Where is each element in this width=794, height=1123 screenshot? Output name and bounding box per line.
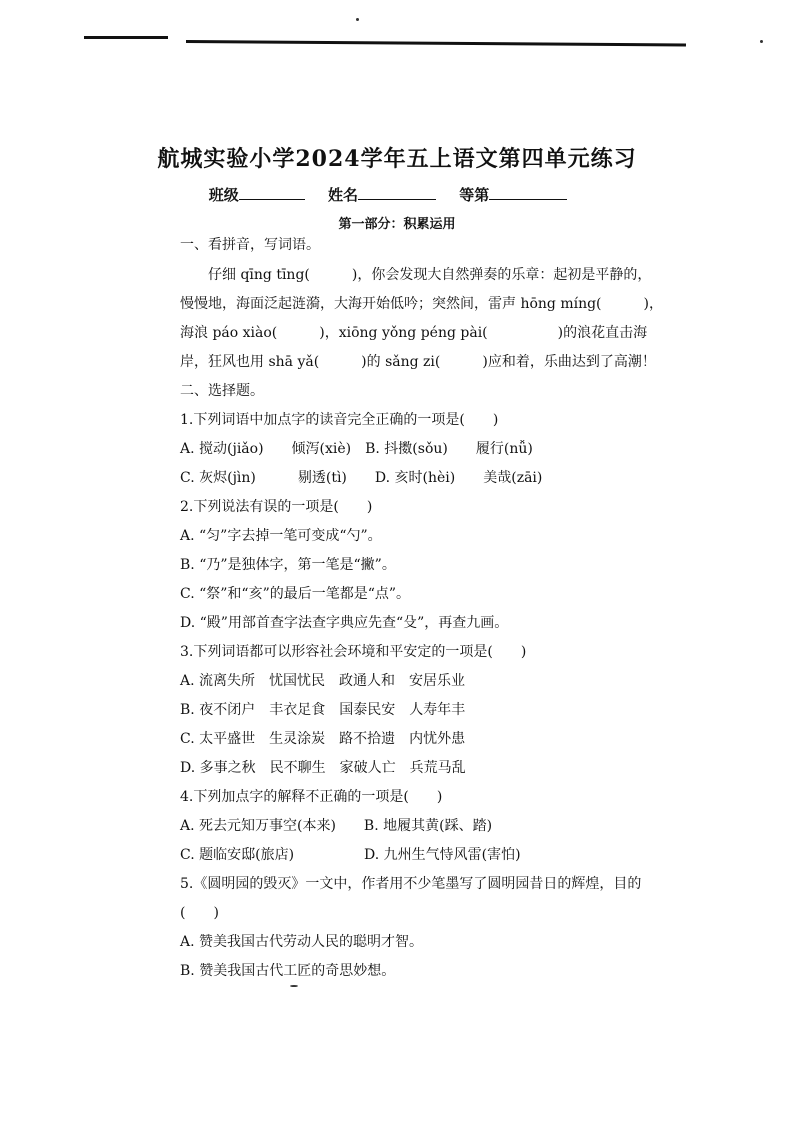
class-field[interactable] bbox=[239, 185, 305, 200]
part-title: 第一部分：积累运用 bbox=[338, 217, 456, 232]
question-stem: 2.下列说法有误的一项是( ) bbox=[180, 499, 373, 515]
question-option: B. 赞美我国古代工匠的奇思妙想。 bbox=[180, 963, 396, 979]
scan-speck bbox=[760, 40, 763, 43]
question-options: C. 灰烬(jìn) 剔透(tì) D. 亥时(hèi) 美哉(zāi) bbox=[180, 470, 543, 486]
answer-paren: ( ) bbox=[180, 905, 219, 921]
pinyin-line: 海浪 páo xiào( )，xiōng yǒng péng pài( )的浪花直击海 bbox=[180, 325, 648, 341]
page-title: 航城实验小学2024学年五上语文第四单元练习 bbox=[157, 146, 637, 172]
student-info-row bbox=[0, 184, 794, 205]
question-option: A. “匀”字去掉一笔可变成“勺”。 bbox=[180, 528, 382, 544]
question-options: A. 死去元知万事空(本来) B. 地履其黄(踩、踏) bbox=[180, 818, 493, 834]
scan-speck bbox=[290, 985, 298, 987]
question-option: C. “祭”和“亥”的最后一笔都是“点”。 bbox=[180, 586, 411, 602]
question-stem: 3.下列词语都可以形容社会环境和平安定的一项是( ) bbox=[180, 644, 527, 660]
question-option: B. “乃”是独体字，第一笔是“撇”。 bbox=[180, 557, 396, 573]
scan-top-line-left bbox=[84, 36, 168, 39]
question-option: C. 太平盛世 生灵涂炭 路不拾遗 内忧外患 bbox=[180, 731, 466, 747]
pinyin-line: 仔细 qīng tīng( )，你会发现大自然弹奏的乐章：起初是平静的， bbox=[208, 267, 652, 283]
section-heading: 一、看拼音，写词语。 bbox=[180, 237, 320, 253]
question-stem: 4.下列加点字的解释不正确的一项是( ) bbox=[180, 789, 443, 805]
question-option: B. 夜不闭户 丰衣足食 国泰民安 人寿年丰 bbox=[180, 702, 466, 718]
name-field[interactable] bbox=[358, 185, 436, 200]
question-option: D. “殿”用部首查字法查字典应先查“殳”，再查九画。 bbox=[180, 615, 509, 631]
grade-field[interactable] bbox=[489, 185, 567, 200]
grade-label: 等第 bbox=[459, 186, 490, 204]
name-label: 姓名 bbox=[327, 186, 358, 204]
pinyin-line: 慢慢地，海面泛起涟漪，大海开始低吟；突然间，雷声 hōng míng( )， bbox=[180, 296, 663, 312]
question-options: C. 题临安邸(旅店) D. 九州生气恃风雷(害怕) bbox=[180, 847, 521, 863]
scan-speck bbox=[356, 18, 359, 21]
scan-top-line-right bbox=[186, 40, 686, 46]
class-label: 班级 bbox=[208, 186, 239, 204]
question-option: D. 多事之秋 民不聊生 家破人亡 兵荒马乱 bbox=[180, 760, 466, 776]
question-option: A. 流离失所 忧国忧民 政通人和 安居乐业 bbox=[180, 673, 466, 689]
question-stem: 5.《圆明园的毁灭》一文中，作者用不少笔墨写了圆明园昔日的辉煌，目的 bbox=[180, 876, 642, 892]
question-stem: 1.下列词语中加点字的读音完全正确的一项是( ) bbox=[180, 412, 499, 428]
pinyin-line: 岸，狂风也用 shā yǎ( )的 sǎng zi( )应和着，乐曲达到了高潮！ bbox=[180, 354, 656, 370]
section-heading: 二、选择题。 bbox=[180, 383, 264, 399]
question-option: A. 赞美我国古代劳动人民的聪明才智。 bbox=[180, 934, 424, 950]
question-options: A. 搅动(jiǎo) 倾泻(xiè) B. 抖擞(sǒu) 履行(nǚ) bbox=[180, 441, 533, 457]
